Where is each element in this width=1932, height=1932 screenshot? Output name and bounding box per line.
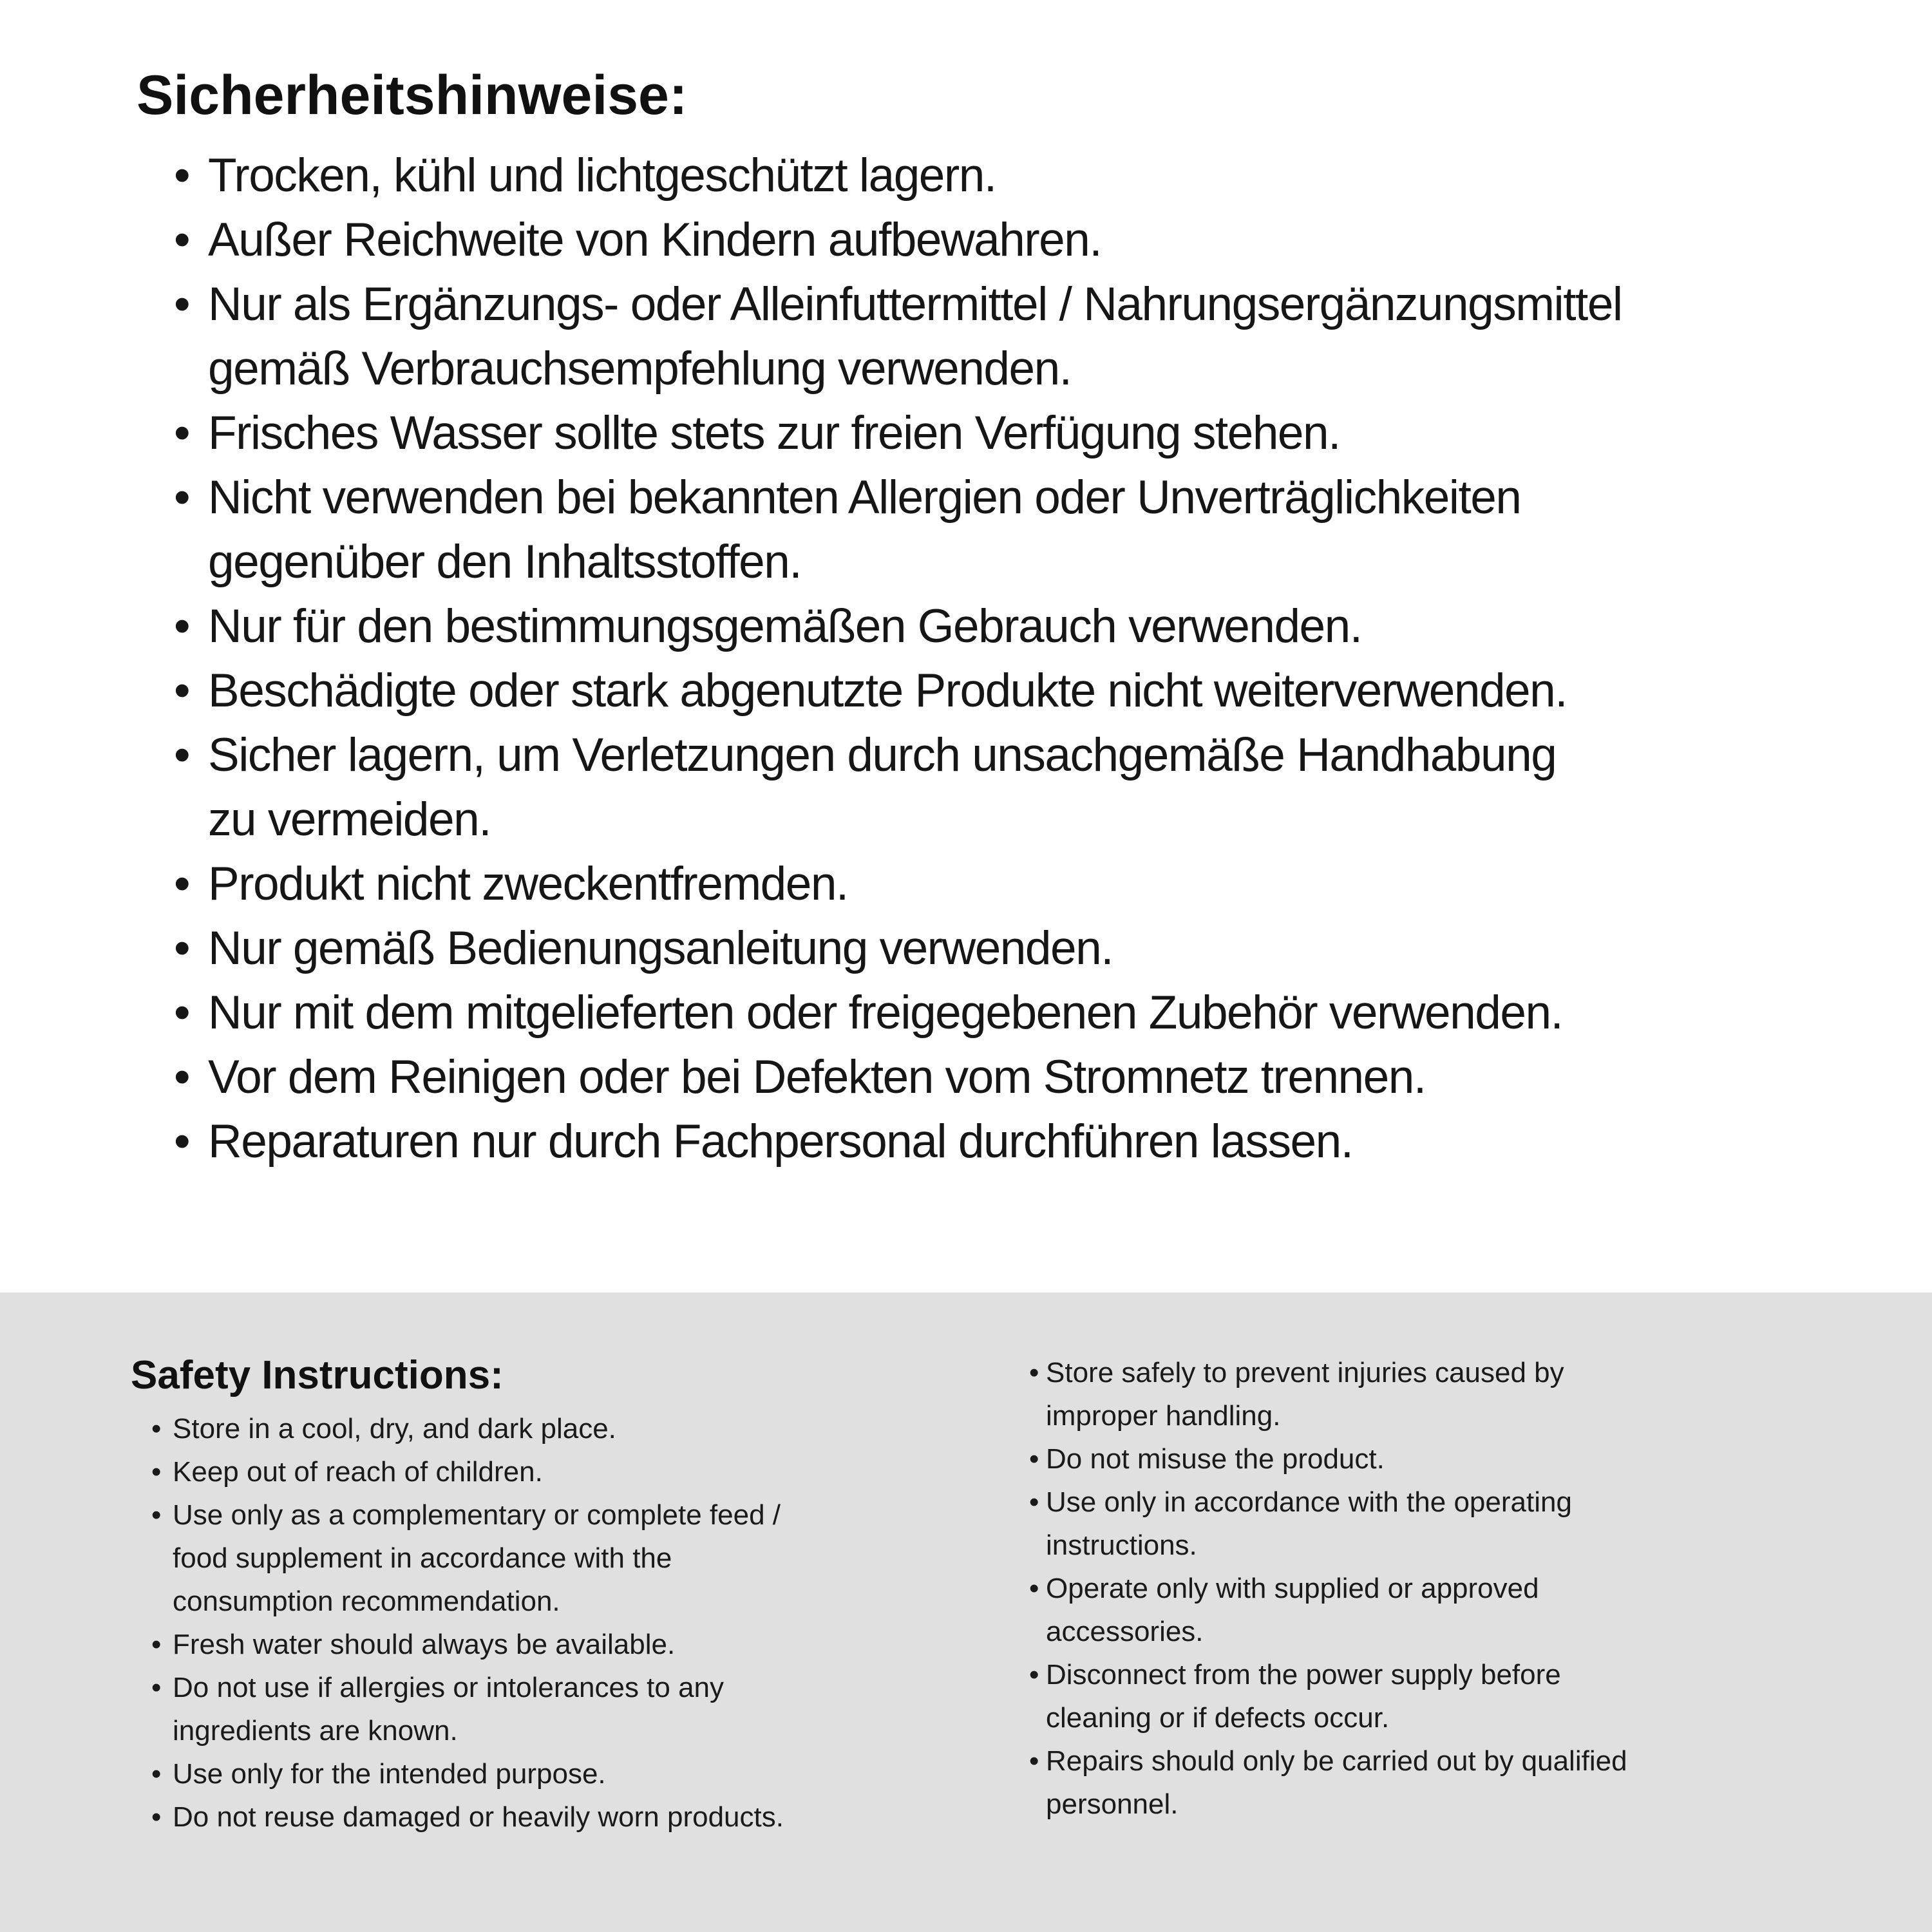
list-item bbox=[151, 1795, 1066, 1839]
list-item-line: • Disconnect from the power supply before bbox=[1046, 1659, 1561, 1690]
list-item bbox=[151, 1623, 1066, 1666]
list-item-line: • Keep out of reach of children. bbox=[173, 1456, 543, 1488]
list-item-line: gegenüber den Inhaltsstoffen. bbox=[208, 536, 802, 588]
list-item-line: • Fresh water should always be available. bbox=[173, 1629, 676, 1660]
list-item bbox=[151, 1450, 1066, 1493]
list-item bbox=[174, 401, 1887, 466]
list-item-line: • Reparaturen nur durch Fachpersonal durchführen lassen. bbox=[208, 1115, 1353, 1168]
list-item-line: • Use only for the intended purpose. bbox=[173, 1758, 606, 1790]
list-item-line: • Vor dem Reinigen oder bei Defekten vom Stromnetz trennen. bbox=[208, 1051, 1426, 1103]
list-item-line: instructions. bbox=[1046, 1530, 1197, 1561]
list-item bbox=[174, 723, 1887, 852]
list-item bbox=[1029, 1739, 1905, 1826]
list-item bbox=[151, 1752, 1066, 1795]
list-item bbox=[174, 594, 1887, 659]
list-item bbox=[1029, 1351, 1905, 1437]
list-item-line: • Use only as a complementary or complete feed / bbox=[173, 1499, 781, 1531]
list-item-line: • Beschädigte oder stark abgenutzte Produkte nicht weiterverwenden. bbox=[208, 665, 1567, 717]
list-item-line: • Produkt nicht zweckentfremden. bbox=[208, 858, 848, 910]
list-item bbox=[174, 1110, 1887, 1174]
list-item bbox=[174, 659, 1887, 723]
german-section-title: Sicherheitshinweise: bbox=[137, 64, 688, 126]
list-item bbox=[174, 272, 1887, 401]
list-item-line: • Operate only with supplied or approved bbox=[1046, 1573, 1539, 1604]
list-item bbox=[174, 981, 1887, 1045]
list-item bbox=[1029, 1437, 1905, 1481]
list-item-line: zu vermeiden. bbox=[208, 793, 491, 846]
list-item bbox=[151, 1493, 1066, 1623]
list-item bbox=[174, 852, 1887, 916]
list-item-line: • Use only in accordance with the operating bbox=[1046, 1486, 1572, 1518]
list-item-line: food supplement in accordance with the bbox=[173, 1542, 672, 1574]
list-item-line: consumption recommendation. bbox=[173, 1586, 560, 1617]
english-safety-list-left-column bbox=[151, 1407, 1066, 1839]
german-safety-list bbox=[174, 144, 1887, 1174]
list-item-line: • Do not use if allergies or intolerances to any bbox=[173, 1672, 724, 1703]
list-item-line: • Store safely to prevent injuries caused by bbox=[1046, 1357, 1564, 1388]
list-item-line: • Store in a cool, dry, and dark place. bbox=[173, 1413, 616, 1444]
list-item-line: personnel. bbox=[1046, 1788, 1179, 1820]
list-item-line: • Nur mit dem mitgelieferten oder freigegebenen Zubehör verwenden. bbox=[208, 987, 1563, 1039]
list-item-line: gemäß Verbrauchsempfehlung verwenden. bbox=[208, 343, 1072, 395]
list-item-line: • Frisches Wasser sollte stets zur freien Verfügung stehen. bbox=[208, 407, 1340, 459]
list-item-line: accessories. bbox=[1046, 1616, 1204, 1647]
list-item-line: ingredients are known. bbox=[173, 1715, 458, 1747]
list-item-line: • Do not misuse the product. bbox=[1046, 1443, 1385, 1475]
list-item bbox=[174, 466, 1887, 594]
list-item bbox=[151, 1666, 1066, 1752]
list-item bbox=[174, 208, 1887, 272]
list-item-line: • Do not reuse damaged or heavily worn products. bbox=[173, 1801, 784, 1833]
list-item-line: • Nur für den bestimmungsgemäßen Gebrauch verwenden. bbox=[208, 600, 1362, 652]
list-item-line: improper handling. bbox=[1046, 1400, 1281, 1432]
list-item-line: • Außer Reichweite von Kindern aufbewahren. bbox=[208, 214, 1102, 266]
list-item bbox=[174, 1045, 1887, 1110]
list-item bbox=[1029, 1481, 1905, 1567]
list-item-line: • Trocken, kühl und lichtgeschützt lagern. bbox=[208, 149, 996, 202]
list-item bbox=[1029, 1567, 1905, 1653]
english-safety-list-right-column bbox=[1029, 1351, 1905, 1826]
list-item-line: • Nicht verwenden bei bekannten Allergien oder Unverträglichkeiten bbox=[208, 471, 1521, 524]
list-item bbox=[174, 144, 1887, 208]
list-item bbox=[1029, 1653, 1905, 1739]
list-item-line: • Nur als Ergänzungs- oder Alleinfuttermittel / Nahrungsergänzungsmittel bbox=[208, 278, 1622, 330]
list-item-line: • Nur gemäß Bedienungsanleitung verwenden. bbox=[208, 922, 1113, 974]
list-item bbox=[151, 1407, 1066, 1450]
list-item-line: cleaning or if defects occur. bbox=[1046, 1702, 1390, 1734]
english-section-title: Safety Instructions: bbox=[131, 1353, 504, 1397]
list-item bbox=[174, 916, 1887, 981]
list-item-line: • Sicher lagern, um Verletzungen durch unsachgemäße Handhabung bbox=[208, 729, 1557, 781]
list-item-line: • Repairs should only be carried out by qualified bbox=[1046, 1745, 1627, 1777]
